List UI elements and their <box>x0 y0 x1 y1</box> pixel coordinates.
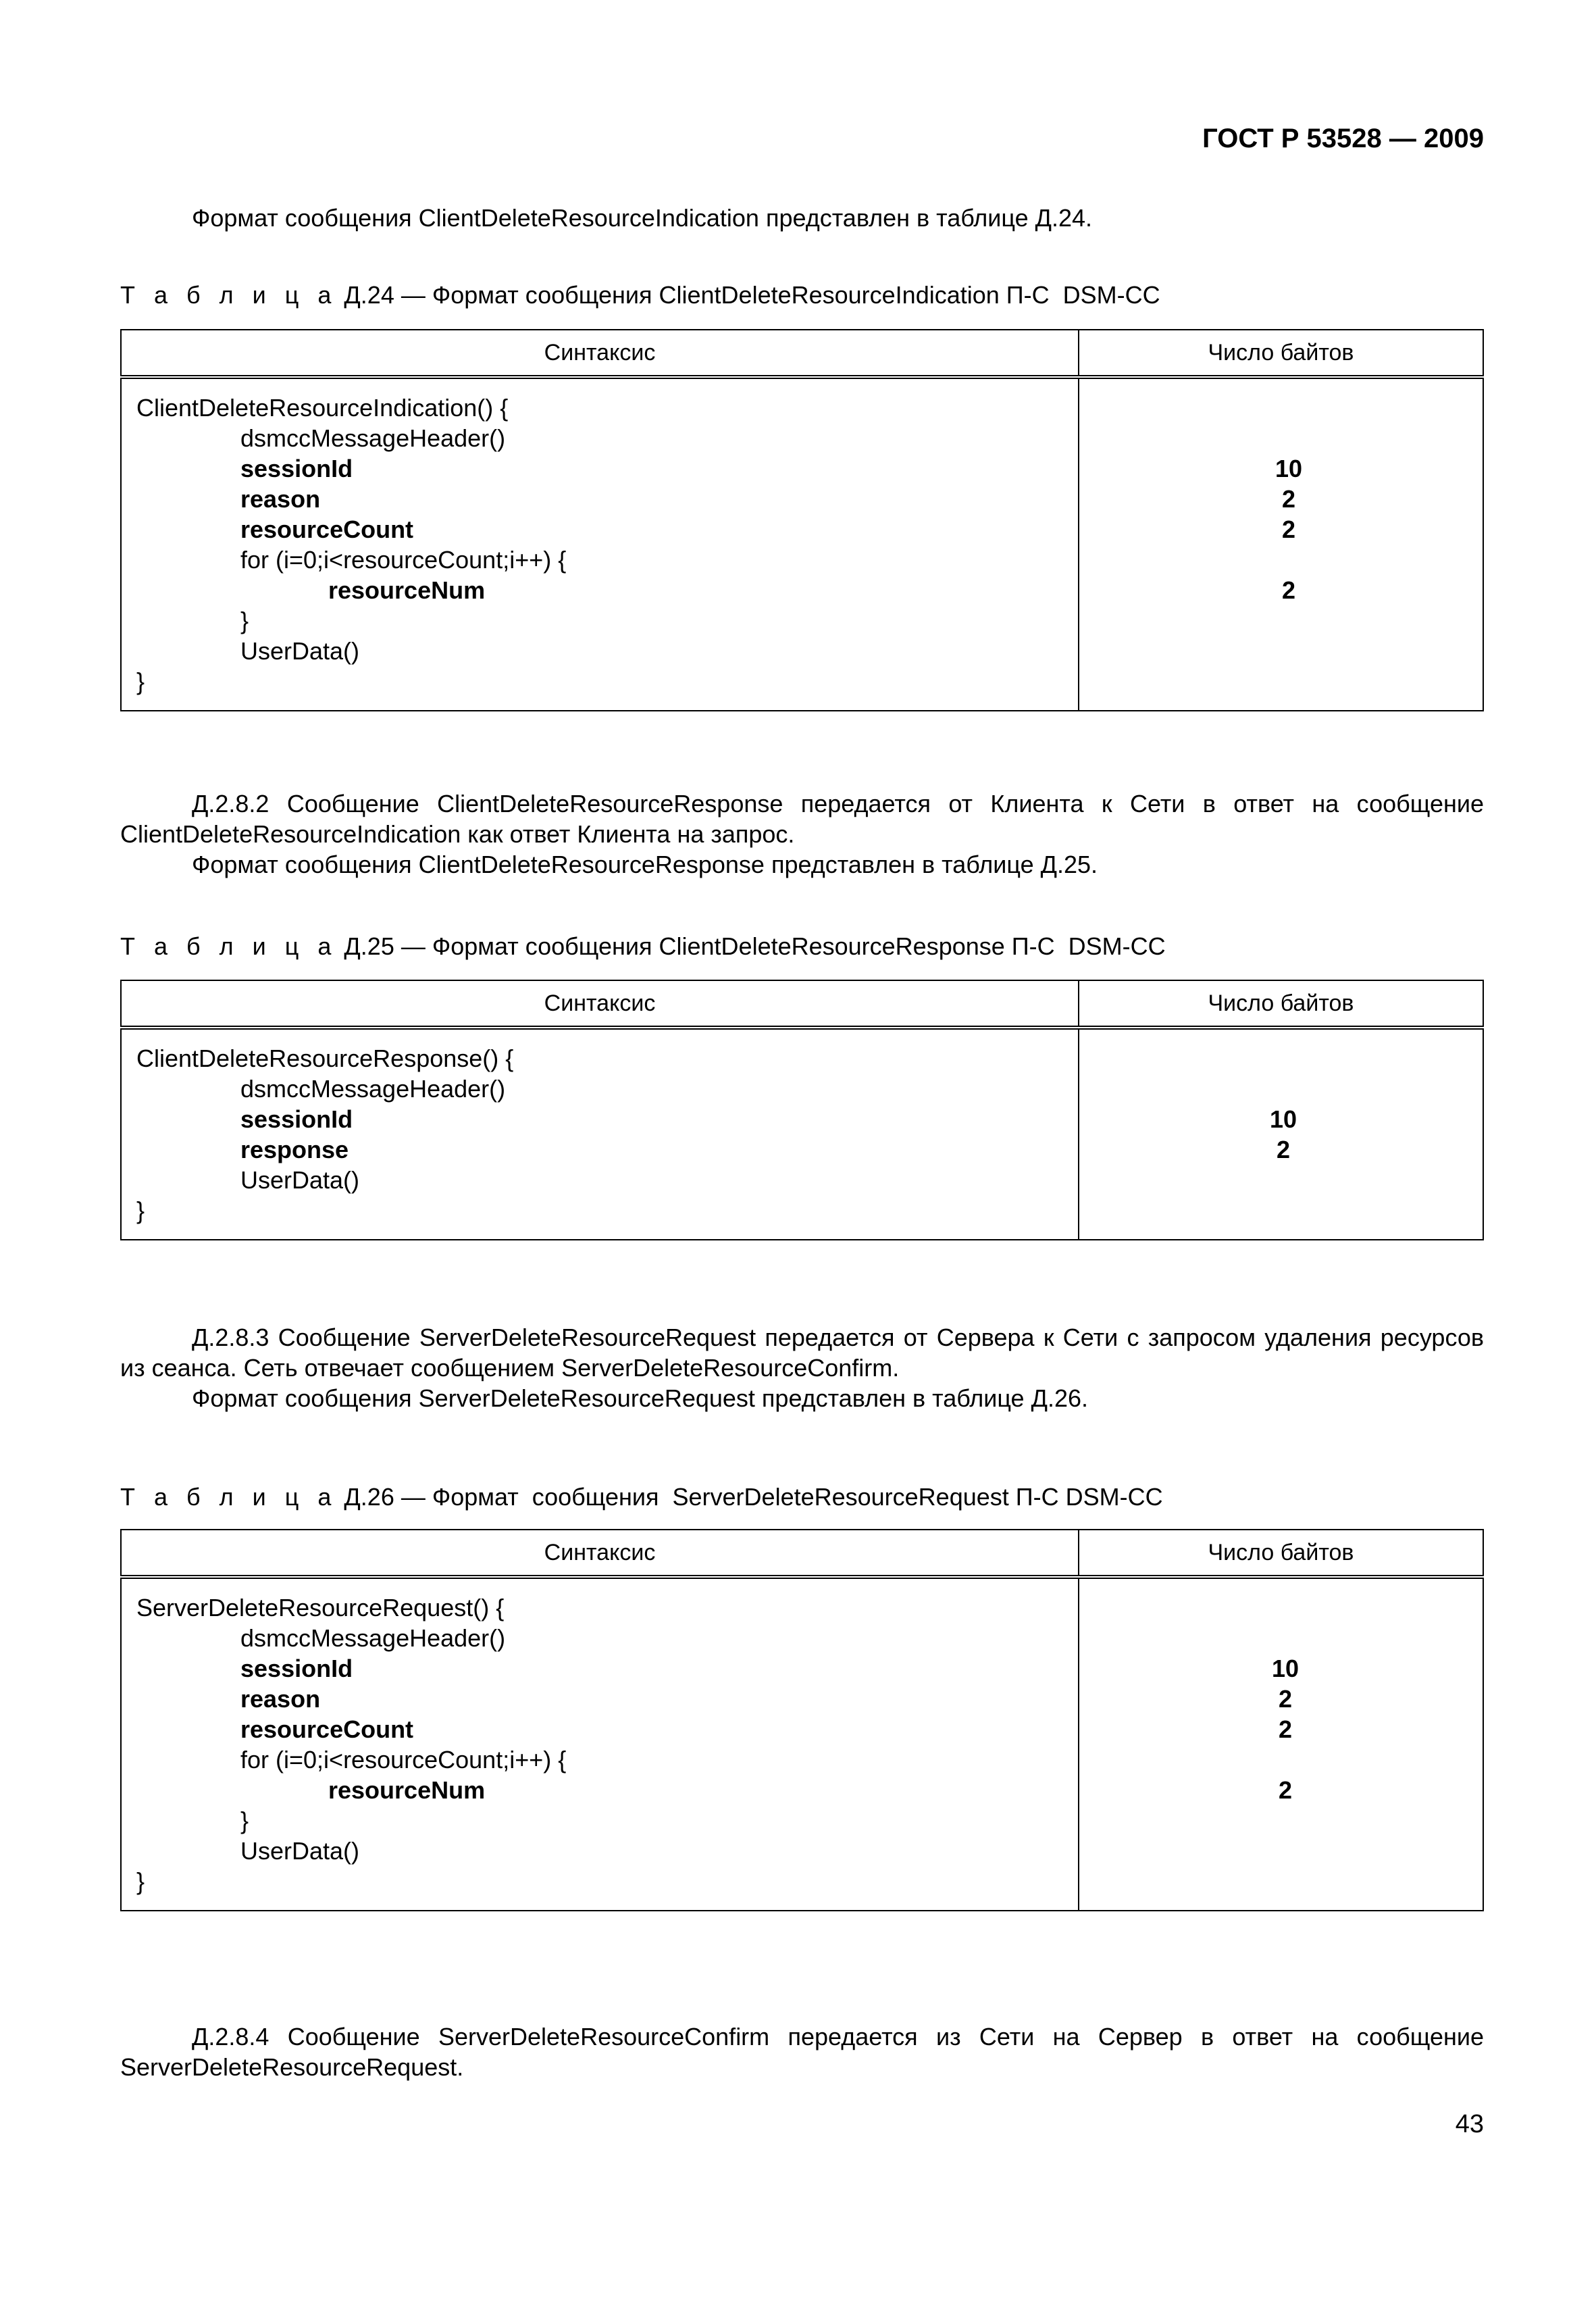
code-line: } <box>240 607 249 634</box>
syntax-cell <box>121 1577 1079 1911</box>
byte-value <box>1079 1592 1483 1623</box>
paragraph-text: Формат сообщения ServerDeleteResourceRequest представлен в таблице Д.26. <box>192 1384 1089 1412</box>
caption-text: Д.24 — Формат сообщения ClientDeleteResourceIndication П-С DSM-CC <box>337 281 1160 309</box>
table-25-caption <box>120 931 1166 961</box>
byte-value <box>1079 1744 1483 1775</box>
code-line: ServerDeleteResourceRequest() { <box>136 1594 505 1621</box>
paragraph-text: Д.2.8.3 Сообщение ServerDeleteResourceRequest передается от Сервера к Сети с запросом удаления ресурсов из сеанса. Сеть отвечает сообщением ServerDeleteResourceConfirm. <box>120 1324 1484 1382</box>
column-header-syntax: Синтаксис <box>121 980 1079 1028</box>
code-line: resourceCount <box>240 515 414 543</box>
table-26 <box>120 1529 1484 1911</box>
code-line: sessionId <box>240 1655 353 1682</box>
table-26-caption <box>120 1482 1163 1512</box>
code-line: } <box>136 1197 145 1224</box>
byte-value: 2 <box>1279 1685 1293 1713</box>
code-line: dsmccMessageHeader() <box>240 1075 506 1103</box>
byte-value <box>1079 1805 1483 1836</box>
code-line: for (i=0;i<resourceCount;i++) { <box>240 546 567 574</box>
column-header-bytes: Число байтов <box>1079 980 1483 1028</box>
code-line: dsmccMessageHeader() <box>240 1624 506 1652</box>
byte-value: 10 <box>1270 1105 1297 1133</box>
code-line: UserData() <box>240 637 360 665</box>
code-line: } <box>136 668 145 695</box>
byte-value <box>1079 1195 1483 1226</box>
byte-value: 2 <box>1282 576 1296 604</box>
bytes-cell <box>1079 1577 1483 1911</box>
column-header-syntax: Синтаксис <box>121 330 1079 377</box>
byte-value <box>1079 666 1483 697</box>
column-header-bytes: Число байтов <box>1079 1530 1483 1577</box>
byte-value: 2 <box>1277 1136 1291 1163</box>
code-line: for (i=0;i<resourceCount;i++) { <box>240 1746 567 1774</box>
code-line: resourceNum <box>328 1776 486 1804</box>
byte-value <box>1079 636 1483 666</box>
byte-value <box>1079 605 1483 636</box>
byte-value <box>1079 1165 1483 1195</box>
byte-value <box>1079 1074 1483 1104</box>
byte-value: 2 <box>1279 1715 1293 1743</box>
byte-value <box>1079 545 1483 575</box>
caption-text: Д.26 — Формат сообщения ServerDeleteResourceRequest П-С DSM-CC <box>337 1483 1163 1511</box>
paragraph-d-2-8-3 <box>120 1322 1484 1413</box>
code-line: resourceNum <box>328 576 486 604</box>
code-line: ClientDeleteResourceIndication() { <box>136 394 509 422</box>
byte-value: 10 <box>1272 1655 1299 1682</box>
paragraph-text: Д.2.8.2 Сообщение ClientDeleteResourceResponse передается от Клиента к Сети в ответ на сообщение ClientDeleteResourceIndication как ответ Клиента на запрос. <box>120 790 1484 848</box>
paragraph-text: Формат сообщения ClientDeleteResourceIndication представлен в таблице Д.24. <box>192 204 1093 232</box>
byte-value <box>1079 393 1483 423</box>
paragraph-text: Д.2.8.4 Сообщение ServerDeleteResourceConfirm передается из Сети на Сервер в ответ на сообщение ServerDeleteResourceRequest. <box>120 2023 1484 2081</box>
paragraph-d-2-8-2 <box>120 788 1484 880</box>
code-line: resourceCount <box>240 1715 414 1743</box>
byte-value: 2 <box>1282 515 1296 543</box>
caption-prefix: Т а б л и ц а <box>120 932 338 960</box>
code-line: } <box>240 1807 249 1834</box>
byte-value <box>1079 423 1483 453</box>
paragraph-table-24-intro <box>120 203 1484 233</box>
table-24-caption <box>120 280 1160 310</box>
byte-value: 2 <box>1282 485 1296 513</box>
byte-value <box>1079 1866 1483 1896</box>
code-line: reason <box>240 485 321 513</box>
code-line: dsmccMessageHeader() <box>240 424 506 452</box>
code-line: } <box>136 1867 145 1895</box>
caption-text: Д.25 — Формат сообщения ClientDeleteResourceResponse П-С DSM-CC <box>337 932 1166 960</box>
code-line: reason <box>240 1685 321 1713</box>
caption-prefix: Т а б л и ц а <box>120 281 338 309</box>
table-24 <box>120 329 1484 711</box>
paragraph-text: Формат сообщения ClientDeleteResourceResponse представлен в таблице Д.25. <box>192 851 1098 878</box>
code-line: sessionId <box>240 1105 353 1133</box>
byte-value: 2 <box>1279 1776 1293 1804</box>
bytes-cell <box>1079 377 1483 711</box>
bytes-cell <box>1079 1028 1483 1240</box>
paragraph-d-2-8-4 <box>120 2021 1484 2082</box>
byte-value: 10 <box>1275 455 1303 482</box>
page-number: 43 <box>1455 2110 1484 2138</box>
table-25 <box>120 980 1484 1240</box>
column-header-syntax: Синтаксис <box>121 1530 1079 1577</box>
caption-prefix: Т а б л и ц а <box>120 1483 338 1511</box>
document-id: ГОСТ Р 53528 — 2009 <box>1202 124 1484 153</box>
column-header-bytes: Число байтов <box>1079 330 1483 377</box>
code-line: sessionId <box>240 455 353 482</box>
byte-value <box>1079 1836 1483 1866</box>
code-line: UserData() <box>240 1166 360 1194</box>
syntax-cell <box>121 1028 1079 1240</box>
syntax-cell <box>121 377 1079 711</box>
code-line: UserData() <box>240 1837 360 1865</box>
code-line: ClientDeleteResourceResponse() { <box>136 1045 514 1072</box>
byte-value <box>1079 1043 1483 1074</box>
byte-value <box>1079 1623 1483 1653</box>
code-line: response <box>240 1136 349 1163</box>
